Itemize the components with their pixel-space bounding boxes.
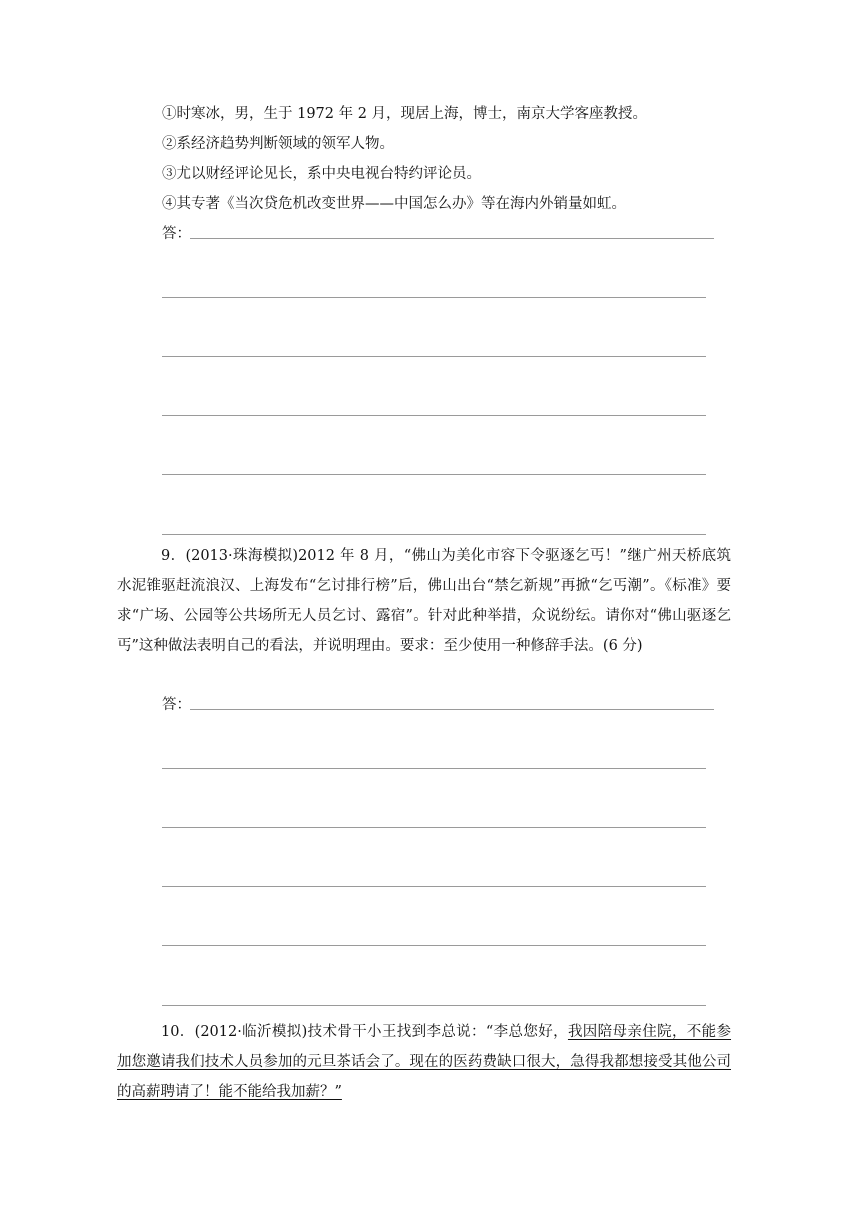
- background-item-4: ④其专著《当次贷危机改变世界——中国怎么办》等在海内外销量如虹。: [162, 196, 626, 212]
- answer-line[interactable]: [162, 534, 706, 535]
- question-10: [117, 1017, 731, 1107]
- background-item-3: ③尤以财经评论见长，系中央电视台特约评论员。: [162, 166, 481, 182]
- answer-line[interactable]: [162, 827, 706, 828]
- background-item-2: ②系经济趋势判断领域的领军人物。: [162, 136, 394, 152]
- answer-line[interactable]: [162, 415, 706, 416]
- answer-line[interactable]: [162, 886, 706, 887]
- answer-label: 答：: [162, 226, 191, 242]
- answer-line[interactable]: [162, 297, 706, 298]
- question-9: 9．(2013·珠海模拟)2012 年 8 月，“佛山为美化市容下令驱逐乞丐！”继广州天桥底筑水泥锥驱赶流浪汉、上海发布“乞讨排行榜”后，佛山出台“禁乞新规”再掀“乞丐潮”。《标准》要求“广场、公园等公共场所无人员乞讨、露宿”。针对此种举措，众说纷纭。请你对“佛山驱逐乞丐”这种做法表明自己的看法，并说明理由。要求：至少使用一种修辞手法。(6 分): [117, 548, 731, 654]
- question-10-intro: 10．(2012·临沂模拟)技术骨干小王找到李总说：“李总您好，: [161, 1024, 568, 1040]
- answer-line[interactable]: [162, 356, 706, 357]
- answer-line[interactable]: [162, 1005, 706, 1006]
- question-10-underlined-text: 我因陪母亲住院，不能参加您邀请我们技术人员参加的元旦茶话会了。现在的医药费缺口很大，急得我都想接受其他公司的高薪聘请了！能不能给我加薪？”: [117, 1024, 732, 1100]
- answer-line[interactable]: [162, 768, 706, 769]
- background-item-1: ①时寒冰，男，生于 1972 年 2 月，现居上海，博士，南京大学客座教授。: [162, 106, 648, 122]
- answer-line[interactable]: [190, 238, 714, 239]
- answer-label: 答：: [162, 697, 191, 713]
- answer-line[interactable]: [162, 945, 706, 946]
- answer-line[interactable]: [190, 709, 714, 710]
- answer-line[interactable]: [162, 474, 706, 475]
